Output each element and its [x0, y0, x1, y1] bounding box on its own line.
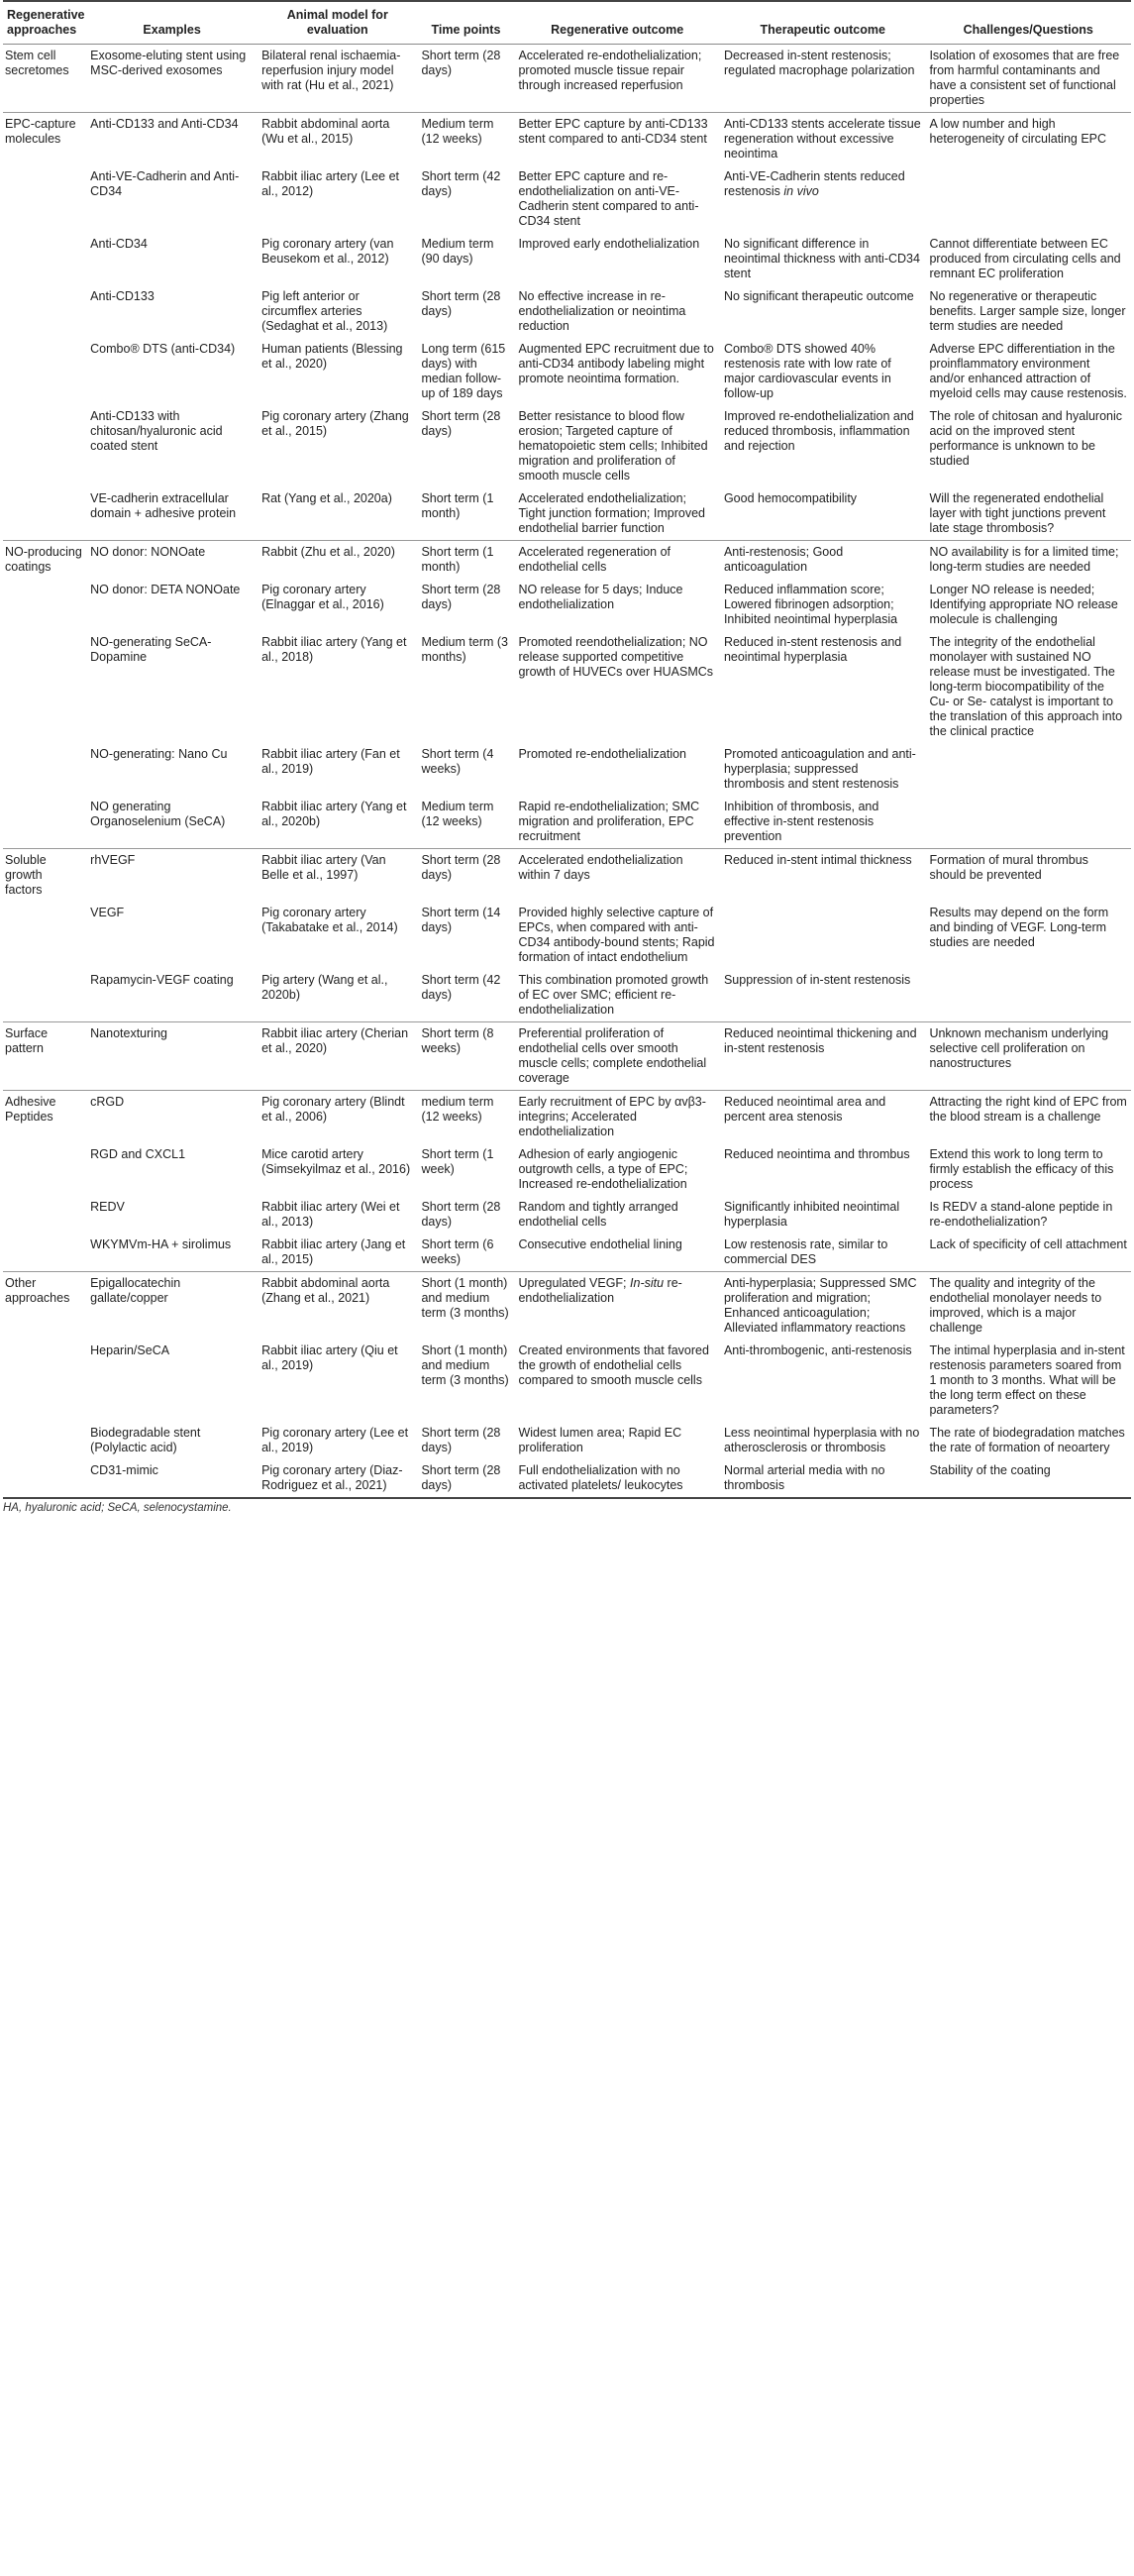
therapeutic-outcome-cell: No significant therapeutic outcome	[723, 289, 914, 303]
animal-model-cell: Pig coronary artery (Zhang et al., 2015)	[261, 409, 409, 438]
approach-cell: Adhesive Peptides	[3, 1091, 86, 1144]
animal-model-cell: Pig artery (Wang et al., 2020b)	[261, 973, 388, 1002]
regenerative-outcome-cell: Better resistance to blood flow erosion; Targeted capture of hematopoietic stem cells; Inhibited migration and proliferation of smooth muscle cells	[518, 409, 708, 483]
approach-cell	[3, 1340, 86, 1422]
regenerative-outcome-cell: Upregulated VEGF; In-situ re-endothelialization	[514, 1272, 720, 1341]
animal-model-cell: Rabbit iliac artery (Van Belle et al., 1997)	[258, 849, 417, 903]
examples-cell: NO-generating SeCA-Dopamine	[90, 635, 212, 664]
table-row	[3, 45, 1131, 113]
animal-model-cell: Rabbit iliac artery (Qiu et al., 2019)	[261, 1343, 398, 1372]
regenerative-outcome-cell: Accelerated endothelialization within 7 days	[514, 849, 720, 903]
animal-model-cell: Rabbit iliac artery (Fan et al., 2019)	[261, 747, 400, 776]
approach-cell	[3, 969, 86, 1022]
table-row	[3, 849, 1131, 903]
time-points-cell: Short term (6 weeks)	[421, 1237, 494, 1266]
animal-model-cell: Mice carotid artery (Simsekyilmaz et al., 2016)	[261, 1147, 411, 1176]
regenerative-outcome-cell: Accelerated regeneration of endothelial cells	[514, 541, 720, 580]
regenerative-outcome-cell: Accelerated re-endothelialization; promoted muscle tissue repair through increased reperfusion	[514, 45, 720, 113]
approach-cell: Stem cell secretomes	[3, 45, 86, 113]
time-points-cell: Medium term (90 days)	[421, 237, 494, 266]
header-regenerative-outcome: Regenerative outcome	[514, 1, 720, 45]
table-row	[3, 338, 1131, 405]
regenerative-outcome-cell: Improved early endothelialization	[518, 237, 700, 251]
regenerative-outcome-cell: Preferential proliferation of endothelial cells over smooth muscle cells; complete endothelial coverage	[514, 1022, 720, 1091]
table-row	[3, 405, 1131, 487]
approach-cell: Soluble growth factors	[3, 849, 86, 903]
animal-model-cell: Pig left anterior or circumflex arteries (Sedaghat et al., 2013)	[261, 289, 388, 333]
therapeutic-outcome-cell: Reduced neointimal thickening and in-stent restenosis	[720, 1022, 926, 1091]
challenges-cell: Unknown mechanism underlying selective cell proliferation on nanostructures	[925, 1022, 1131, 1091]
animal-model-cell: Rat (Yang et al., 2020a)	[261, 491, 392, 505]
therapeutic-outcome-cell: Reduced inflammation score; Lowered fibrinogen adsorption; Inhibited neointimal hyperplasia	[723, 583, 898, 626]
therapeutic-outcome-cell: Anti-thrombogenic, anti-restenosis	[723, 1343, 912, 1357]
therapeutic-outcome-cell: Anti-VE-Cadherin stents reduced restenosis in vivo	[723, 169, 905, 198]
time-points-cell: Short term (1 week)	[421, 1147, 494, 1176]
approach-cell	[3, 579, 86, 631]
regenerative-outcome-cell: This combination promoted growth of EC over SMC; efficient re-endothelialization	[518, 973, 709, 1017]
therapeutic-outcome-cell: Good hemocompatibility	[723, 491, 858, 505]
table-row	[3, 579, 1131, 631]
therapeutic-outcome-cell: Combo® DTS showed 40% restenosis rate with low rate of major cardiovascular events in follow-up	[723, 342, 891, 400]
time-points-cell: Medium term (12 weeks)	[421, 800, 494, 828]
approach-cell: NO-producing coatings	[3, 541, 86, 580]
approach-cell: EPC-capture molecules	[3, 113, 86, 166]
table-row	[3, 1234, 1131, 1272]
therapeutic-outcome-cell: Less neointimal hyperplasia with no atherosclerosis or thrombosis	[723, 1426, 920, 1454]
approach-cell	[3, 1422, 86, 1459]
therapeutic-outcome-cell: Anti-hyperplasia; Suppressed SMC proliferation and migration; Enhanced anticoagulation; Alleviated inflammatory reactions	[720, 1272, 926, 1341]
regenerative-outcome-cell: Consecutive endothelial lining	[518, 1237, 682, 1251]
examples-cell: rhVEGF	[86, 849, 258, 903]
header-challenges: Challenges/Questions	[925, 1, 1131, 45]
animal-model-cell: Pig coronary artery (Elnaggar et al., 2016)	[261, 583, 384, 611]
regenerative-outcome-cell: Full endothelialization with no activated platelets/ leukocytes	[514, 1459, 720, 1498]
table-row	[3, 969, 1131, 1022]
regenerative-outcome-cell: Early recruitment of EPC by αvβ3-integrins; Accelerated endothelialization	[514, 1091, 720, 1144]
table-body	[3, 45, 1131, 1499]
time-points-cell: Medium term (3 months)	[421, 635, 508, 664]
challenges-cell: Attracting the right kind of EPC from the blood stream is a challenge	[925, 1091, 1131, 1144]
animal-model-cell: Rabbit abdominal aorta (Zhang et al., 2021)	[258, 1272, 417, 1341]
challenges-cell	[925, 969, 1131, 1022]
regenerative-approaches-table	[3, 0, 1131, 1499]
examples-cell: Nanotexturing	[86, 1022, 258, 1091]
time-points-cell: Short term (28 days)	[417, 849, 514, 903]
approach-cell	[3, 631, 86, 743]
time-points-cell: Long term (615 days) with median follow-up of 189 days	[421, 342, 506, 400]
time-points-cell: Short term (42 days)	[421, 169, 501, 198]
regenerative-outcome-cell: Promoted re-endothelialization	[518, 747, 686, 761]
table-row	[3, 1459, 1131, 1498]
time-points-cell: Short term (28 days)	[417, 45, 514, 113]
table-row	[3, 113, 1131, 166]
approach-cell	[3, 743, 86, 796]
regenerative-outcome-cell: Widest lumen area; Rapid EC proliferation	[518, 1426, 682, 1454]
challenges-cell: Longer NO release is needed; Identifying appropriate NO release molecule is challenging	[929, 583, 1118, 626]
challenges-cell: The quality and integrity of the endothelial monolayer needs to improved, which is a major challenge	[925, 1272, 1131, 1341]
examples-cell: VE-cadherin extracellular domain + adhesive protein	[90, 491, 237, 520]
approach-cell	[3, 1196, 86, 1234]
approach-cell	[3, 233, 86, 285]
regenerative-outcome-cell: Better EPC capture by anti-CD133 stent compared to anti-CD34 stent	[514, 113, 720, 166]
challenges-cell: The role of chitosan and hyaluronic acid on the improved stent performance is unknown to be studied	[929, 409, 1123, 468]
time-points-cell: Short term (28 days)	[421, 583, 501, 611]
animal-model-cell: Rabbit iliac artery (Lee et al., 2012)	[261, 169, 400, 198]
examples-cell: RGD and CXCL1	[90, 1147, 186, 1161]
challenges-cell: Cannot differentiate between EC produced from circulating cells and remnant EC proliferation	[929, 237, 1121, 280]
animal-model-cell: Bilateral renal ischaemia-reperfusion injury model with rat (Hu et al., 2021)	[258, 45, 417, 113]
therapeutic-outcome-cell: Suppression of in-stent restenosis	[723, 973, 911, 987]
challenges-cell: The integrity of the endothelial monolayer with sustained NO release must be investigated. The long-term biocompatibility of the Cu- or Se- catalyst is important to the translation of this approach into the clinical practice	[929, 635, 1123, 738]
challenges-cell	[925, 165, 1131, 233]
examples-cell: NO donor: DETA NONOate	[90, 583, 241, 596]
examples-cell: NO-generating: Nano Cu	[90, 747, 228, 761]
challenges-cell: Adverse EPC differentiation in the proinflammatory environment and/or enhanced attraction of myeloid cells may cause restenosis.	[929, 342, 1127, 400]
animal-model-cell: Rabbit iliac artery (Yang et al., 2018)	[261, 635, 407, 664]
animal-model-cell: Pig coronary artery (Takabatake et al., 2014)	[261, 906, 398, 934]
therapeutic-outcome-cell	[720, 902, 926, 969]
therapeutic-outcome-cell: Reduced in-stent intimal thickness	[720, 849, 926, 903]
therapeutic-outcome-cell: Anti-restenosis; Good anticoagulation	[720, 541, 926, 580]
table-row	[3, 541, 1131, 580]
regenerative-outcome-cell: Random and tightly arranged endothelial cells	[518, 1200, 678, 1229]
regenerative-outcome-cell: Created environments that favored the growth of endothelial cells compared to smooth muscle cells	[518, 1343, 709, 1387]
therapeutic-outcome-cell: Promoted anticoagulation and anti-hyperplasia; suppressed thrombosis and stent restenosis	[723, 747, 916, 791]
header-animal-model: Animal model for evaluation	[258, 1, 417, 45]
time-points-cell: Short term (28 days)	[421, 289, 501, 318]
challenges-cell: Will the regenerated endothelial layer with tight junctions prevent late stage thrombosis?	[929, 491, 1106, 535]
approach-cell	[3, 487, 86, 541]
examples-cell: NO generating Organoselenium (SeCA)	[90, 800, 226, 828]
header-regenerative-approaches: Regenerative approaches	[3, 1, 86, 45]
approach-cell	[3, 902, 86, 969]
therapeutic-outcome-cell: Reduced neointima and thrombus	[723, 1147, 910, 1161]
therapeutic-outcome-cell: No significant difference in neointimal thickness with anti-CD34 stent	[723, 237, 920, 280]
table-row	[3, 1143, 1131, 1196]
examples-cell: Anti-CD34	[90, 237, 148, 251]
challenges-cell: No regenerative or therapeutic benefits. Larger sample size, longer term studies are needed	[929, 289, 1126, 333]
table-row	[3, 1422, 1131, 1459]
time-points-cell: Short (1 month) and medium term (3 months)	[417, 1272, 514, 1341]
therapeutic-outcome-cell: Improved re-endothelialization and reduced thrombosis, inflammation and rejection	[723, 409, 914, 453]
examples-cell: WKYMVm-HA + sirolimus	[90, 1237, 232, 1251]
therapeutic-outcome-cell: Reduced neointimal area and percent area stenosis	[720, 1091, 926, 1144]
approach-cell	[3, 1459, 86, 1498]
therapeutic-outcome-cell: Decreased in-stent restenosis; regulated macrophage polarization	[720, 45, 926, 113]
therapeutic-outcome-cell: Anti-CD133 stents accelerate tissue regeneration without excessive neointima	[720, 113, 926, 166]
time-points-cell: Short term (4 weeks)	[421, 747, 494, 776]
table-row	[3, 487, 1131, 541]
examples-cell: REDV	[90, 1200, 125, 1214]
animal-model-cell: Pig coronary artery (Diaz-Rodriguez et al., 2021)	[258, 1459, 417, 1498]
table-row	[3, 1091, 1131, 1144]
regenerative-outcome-cell: Provided highly selective capture of EPCs, when compared with anti-CD34 antibody-bound stents; Rapid formation of intact endothelium	[518, 906, 715, 964]
regenerative-outcome-cell: Promoted reendothelialization; NO release supported competitive growth of HUVECs over HUASMCs	[518, 635, 714, 679]
time-points-cell: Short term (28 days)	[421, 409, 501, 438]
challenges-cell: A low number and high heterogeneity of circulating EPC	[925, 113, 1131, 166]
approach-cell: Surface pattern	[3, 1022, 86, 1091]
examples-cell: VEGF	[90, 906, 125, 919]
table-footnote: HA, hyaluronic acid; SeCA, selenocystamine.	[3, 1502, 232, 1514]
examples-cell: Anti-CD133 with chitosan/hyaluronic acid coated stent	[90, 409, 223, 453]
header-examples: Examples	[86, 1, 258, 45]
animal-model-cell: Rabbit (Zhu et al., 2020)	[258, 541, 417, 580]
approach-cell	[3, 796, 86, 849]
time-points-cell: Short term (42 days)	[421, 973, 501, 1002]
header-time-points: Time points	[417, 1, 514, 45]
challenges-cell: NO availability is for a limited time; long-term studies are needed	[925, 541, 1131, 580]
animal-model-cell: Rabbit iliac artery (Wei et al., 2013)	[261, 1200, 400, 1229]
challenges-cell: The rate of biodegradation matches the rate of formation of neoartery	[929, 1426, 1125, 1454]
approach-cell: Other approaches	[3, 1272, 86, 1341]
examples-cell: Anti-CD133	[90, 289, 155, 303]
challenges-cell: Lack of specificity of cell attachment	[929, 1237, 1127, 1251]
challenges-cell: Isolation of exosomes that are free from harmful contaminants and have a consistent set of functional properties	[925, 45, 1131, 113]
animal-model-cell: Pig coronary artery (Lee et al., 2019)	[261, 1426, 409, 1454]
approach-cell	[3, 338, 86, 405]
table-row	[3, 1340, 1131, 1422]
challenges-cell: Extend this work to long term to firmly establish the efficacy of this process	[929, 1147, 1114, 1191]
table-row	[3, 1196, 1131, 1234]
regenerative-outcome-cell: NO release for 5 days; Induce endothelialization	[518, 583, 683, 611]
challenges-cell: Stability of the coating	[925, 1459, 1131, 1498]
animal-model-cell: Rabbit iliac artery (Cherian et al., 2020)	[258, 1022, 417, 1091]
approach-cell	[3, 405, 86, 487]
time-points-cell: Short term (28 days)	[421, 1426, 501, 1454]
time-points-cell: Short term (8 weeks)	[417, 1022, 514, 1091]
table-row	[3, 631, 1131, 743]
header-row	[3, 1, 1131, 45]
animal-model-cell: Rabbit iliac artery (Yang et al., 2020b)	[261, 800, 407, 828]
regenerative-outcome-cell: Rapid re-endothelialization; SMC migration and proliferation, EPC recruitment	[518, 800, 700, 843]
regenerative-outcome-cell: Accelerated endothelialization; Tight junction formation; Improved endothelial barrier function	[518, 491, 705, 535]
examples-cell: Combo® DTS (anti-CD34)	[90, 342, 236, 356]
challenges-cell: Results may depend on the form and binding of VEGF. Long-term studies are needed	[929, 906, 1109, 949]
table-row	[3, 1022, 1131, 1091]
time-points-cell: Short term (1 month)	[421, 491, 494, 520]
time-points-cell: Medium term (12 weeks)	[417, 113, 514, 166]
challenges-cell	[925, 796, 1131, 849]
animal-model-cell: Human patients (Blessing et al., 2020)	[261, 342, 403, 371]
table-row	[3, 165, 1131, 233]
therapeutic-outcome-cell: Low restenosis rate, similar to commercial DES	[723, 1237, 888, 1266]
examples-cell: Anti-VE-Cadherin and Anti-CD34	[90, 169, 240, 198]
animal-model-cell: Pig coronary artery (van Beusekom et al., 2012)	[261, 237, 394, 266]
regenerative-outcome-cell: Better EPC capture and re-endothelialization on anti-VE-Cadherin stent compared to anti-CD34 stent	[518, 169, 699, 228]
animal-model-cell: Rabbit abdominal aorta (Wu et al., 2015)	[258, 113, 417, 166]
table-row	[3, 743, 1131, 796]
approach-cell	[3, 165, 86, 233]
regenerative-outcome-cell: Adhesion of early angiogenic outgrowth cells, a type of EPC; Increased re-endothelialization	[518, 1147, 688, 1191]
therapeutic-outcome-cell: Inhibition of thrombosis, and effective in-stent restenosis prevention	[723, 800, 879, 843]
challenges-cell	[925, 743, 1131, 796]
table-row	[3, 1272, 1131, 1341]
therapeutic-outcome-cell: Normal arterial media with no thrombosis	[720, 1459, 926, 1498]
table-row	[3, 285, 1131, 338]
challenges-cell: Is REDV a stand-alone peptide in re-endothelialization?	[929, 1200, 1113, 1229]
examples-cell: Heparin/SeCA	[90, 1343, 170, 1357]
regenerative-outcome-cell: Augmented EPC recruitment due to anti-CD34 antibody labeling might promote neointima formation.	[518, 342, 714, 385]
time-points-cell: Short (1 month) and medium term (3 months)	[421, 1343, 509, 1387]
animal-model-cell: Rabbit iliac artery (Jang et al., 2015)	[261, 1237, 406, 1266]
examples-cell: Epigallocatechin gallate/copper	[86, 1272, 258, 1341]
examples-cell: Biodegradable stent (Polylactic acid)	[90, 1426, 201, 1454]
table-row	[3, 796, 1131, 849]
examples-cell: Anti-CD133 and Anti-CD34	[86, 113, 258, 166]
challenges-cell: Formation of mural thrombus should be prevented	[925, 849, 1131, 903]
table-row	[3, 233, 1131, 285]
header-therapeutic-outcome: Therapeutic outcome	[720, 1, 926, 45]
time-points-cell: medium term (12 weeks)	[417, 1091, 514, 1144]
time-points-cell: Short term (28 days)	[421, 1200, 501, 1229]
time-points-cell: Short term (28 days)	[417, 1459, 514, 1498]
therapeutic-outcome-cell: Significantly inhibited neointimal hyperplasia	[723, 1200, 900, 1229]
examples-cell: cRGD	[86, 1091, 258, 1144]
challenges-cell: The intimal hyperplasia and in-stent restenosis parameters soared from 1 month to 3 months. What will be the long term effect on these parameters?	[929, 1343, 1125, 1417]
examples-cell: NO donor: NONOate	[86, 541, 258, 580]
examples-cell: Rapamycin-VEGF coating	[90, 973, 234, 987]
table-row	[3, 902, 1131, 969]
time-points-cell: Short term (1 month)	[417, 541, 514, 580]
approach-cell	[3, 1234, 86, 1272]
time-points-cell: Short term (14 days)	[421, 906, 501, 934]
regenerative-outcome-cell: No effective increase in re-endothelialization or neointima reduction	[518, 289, 686, 333]
examples-cell: CD31-mimic	[86, 1459, 258, 1498]
therapeutic-outcome-cell: Reduced in-stent restenosis and neointimal hyperplasia	[723, 635, 902, 664]
animal-model-cell: Pig coronary artery (Blindt et al., 2006)	[258, 1091, 417, 1144]
approach-cell	[3, 285, 86, 338]
examples-cell: Exosome-eluting stent using MSC-derived exosomes	[86, 45, 258, 113]
approach-cell	[3, 1143, 86, 1196]
